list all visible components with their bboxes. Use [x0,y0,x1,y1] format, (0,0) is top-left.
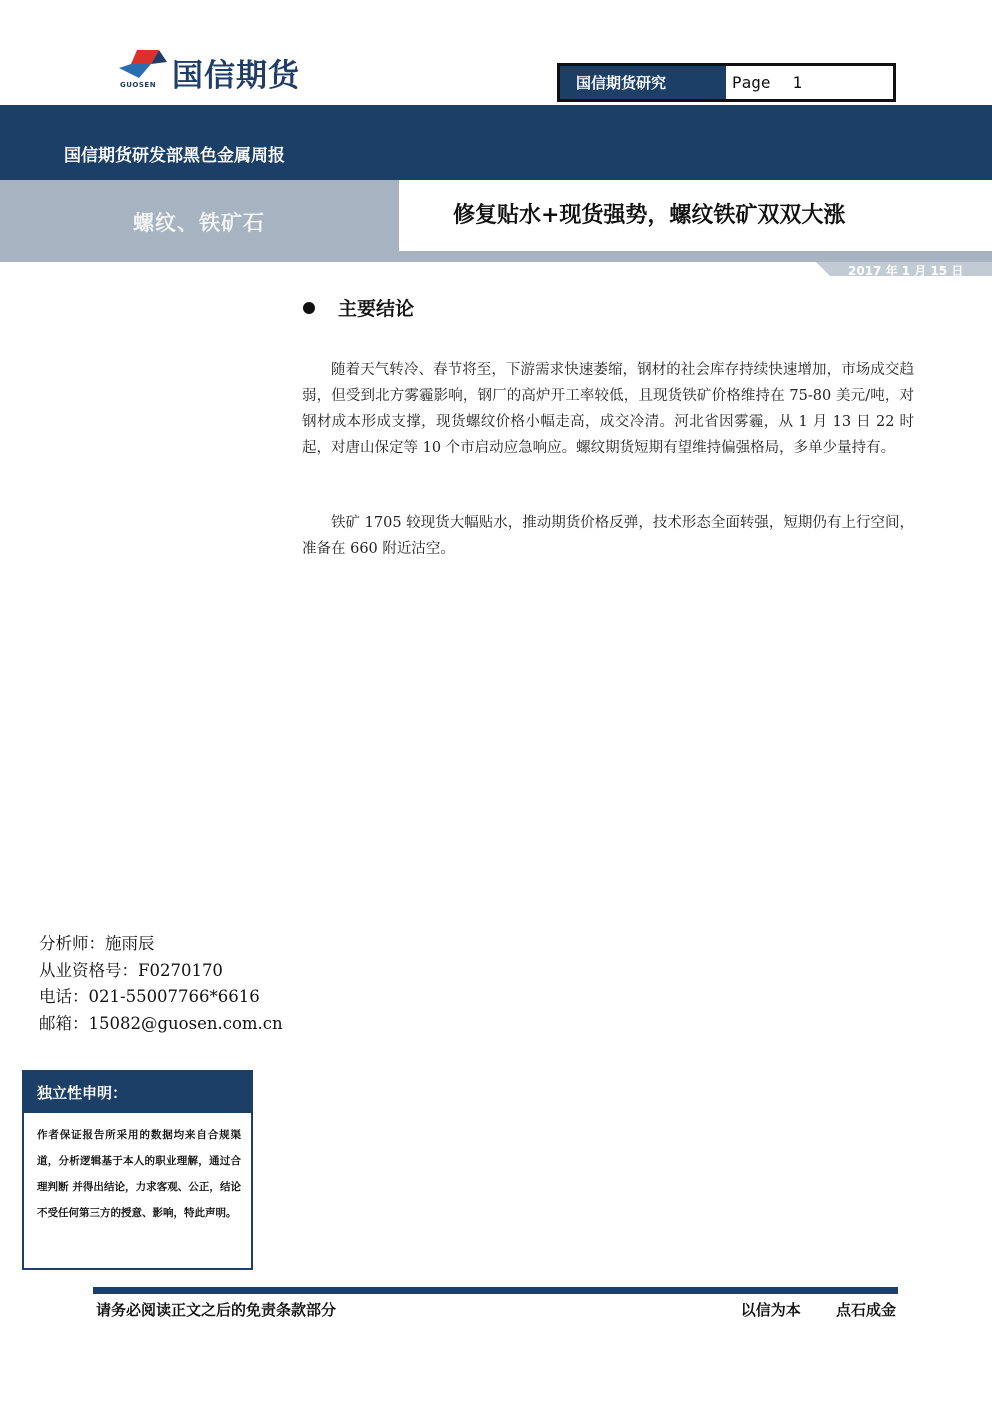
bullet-icon [303,302,315,314]
report-series-title: 国信期货研发部黑色金属周报 [64,146,285,166]
independence-title: 独立性申明： [24,1072,251,1113]
analyst-email: 邮箱：15082@guosen.com.cn [39,1013,283,1033]
page-label: Page [732,73,771,92]
analyst-license: 从业资格号：F0270170 [39,960,223,980]
disclaimer-note: 请务必阅读正文之后的免责条款部分 [96,1301,337,1319]
report-banner [0,105,992,180]
page-indicator [726,66,893,99]
analyst-info [39,931,283,1037]
page-number: 1 [792,73,803,92]
independence-text: 作者保证报告所采用的数据均来自合规渠道，分析逻辑基于本人的职业理解，通过合理判断 并得出结论，力求客观、公正，结论不受任何第三方的授意、影响，特此声明。 [37,1129,241,1219]
report-date: 2017 年 1 月 15 日 [848,264,964,278]
report-headline: 修复贴水+现货强势，螺纹铁矿双双大涨 [453,202,846,228]
research-page-box [557,63,896,102]
company-motto: 以信为本 点石成金 [740,1301,896,1319]
research-label: 国信期货研究 [560,66,726,99]
brand-name-en: GUOSEN [120,81,157,89]
independence-statement [22,1070,253,1270]
guosen-logo [117,48,347,92]
subject-band [0,180,992,262]
conclusion-paragraph: 铁矿 1705 较现货大幅贴水，推动期货价格反弹，技术形态全面转强，短期仍有上行空间，准备在 660 附近沽空。 [302,515,914,557]
footer-rule [93,1287,898,1294]
brand-name: 国信期货 [172,58,300,94]
report-subject: 螺纹、铁矿石 [133,210,265,235]
analyst-name: 分析师：施雨辰 [39,934,155,953]
section-title: 主要结论 [338,298,415,320]
headline-box [399,180,992,251]
conclusion-paragraph: 随着天气转冷、春节将至，下游需求快速萎缩，钢材的社会库存持续快速增加，市场成交趋弱，但受到北方雾霾影响，钢厂的高炉开工率较低，且现货铁矿价格维持在 75-80 美元/吨，对钢材成本形成支撑，现货螺纹价格小幅走高，成交冷清。河北省因雾霾，从 1 月 13 日 22 时起，对唐山保定等 10 个市启动应急响应。螺纹期货短期有望维持偏强格局，多单少量持有。 [302,362,914,456]
guosen-logo-mark-icon [117,48,169,84]
analyst-phone: 电话：021-55007766*6616 [39,987,260,1006]
